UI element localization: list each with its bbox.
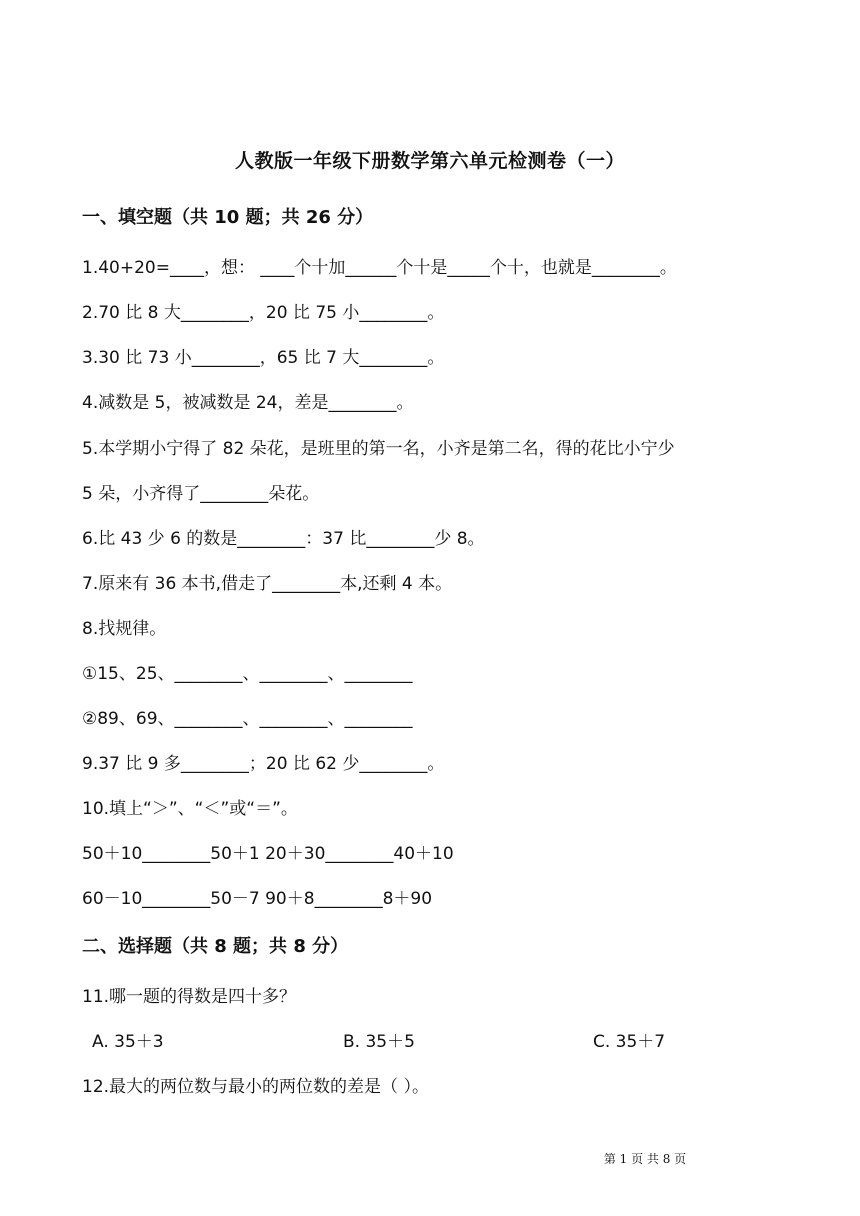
question-12: 12.最大的两位数与最小的两位数的差是（ ）。	[82, 1077, 429, 1097]
question-5-line-2: 5 朵，小齐得了________朵花。	[82, 484, 320, 504]
page-number: 第 1 页 共 8 页	[603, 1152, 687, 1166]
question-8: 8.找规律。	[82, 619, 167, 639]
question-11: 11.哪一题的得数是四十多？	[82, 987, 297, 1007]
question-11-option-b: B. 35＋5	[343, 1032, 415, 1052]
question-9: 9.37 比 9 多________；20 比 62 少________。	[82, 754, 445, 774]
question-1: 1.40+20=____，想： ____个十加______个十是_____个十，也就是________。	[82, 258, 677, 278]
section-heading-choice: 二、选择题（共 8 题；共 8 分）	[82, 936, 349, 957]
question-2: 2.70 比 8 大________，20 比 75 小________。	[82, 303, 445, 323]
question-6: 6.比 43 少 6 的数是________：37 比________少 8。	[82, 529, 485, 549]
question-8-pattern-1: ①15、25、________、________、________	[82, 664, 413, 684]
question-5-line-1: 5.本学期小宁得了 82 朵花，是班里的第一名，小齐是第二名，得的花比小宁少	[82, 439, 675, 459]
question-8-pattern-2: ②89、69、________、________、________	[82, 709, 413, 729]
question-3: 3.30 比 73 小________，65 比 7 大________。	[82, 348, 445, 368]
page-title: 人教版一年级下册数学第六单元检测卷（一）	[234, 150, 625, 172]
section-heading-fill-blank: 一、填空题（共 10 题；共 26 分）	[82, 207, 374, 228]
question-4: 4.减数是 5，被减数是 24，差是________。	[82, 393, 414, 413]
page-footer	[0, 1150, 860, 1167]
question-10: 10.填上“＞”、“＜”或“＝”。	[82, 799, 298, 819]
question-10-row-2: 60－10________50－7 90＋8________8＋90	[82, 889, 433, 909]
question-11-option-a: A. 35＋3	[92, 1032, 164, 1052]
question-10-row-1: 50＋10________50＋1 20＋30________40＋10	[82, 844, 454, 864]
question-11-option-c: C. 35＋7	[593, 1032, 666, 1052]
question-7: 7.原来有 36 本书,借走了________本,还剩 4 本。	[82, 574, 453, 594]
